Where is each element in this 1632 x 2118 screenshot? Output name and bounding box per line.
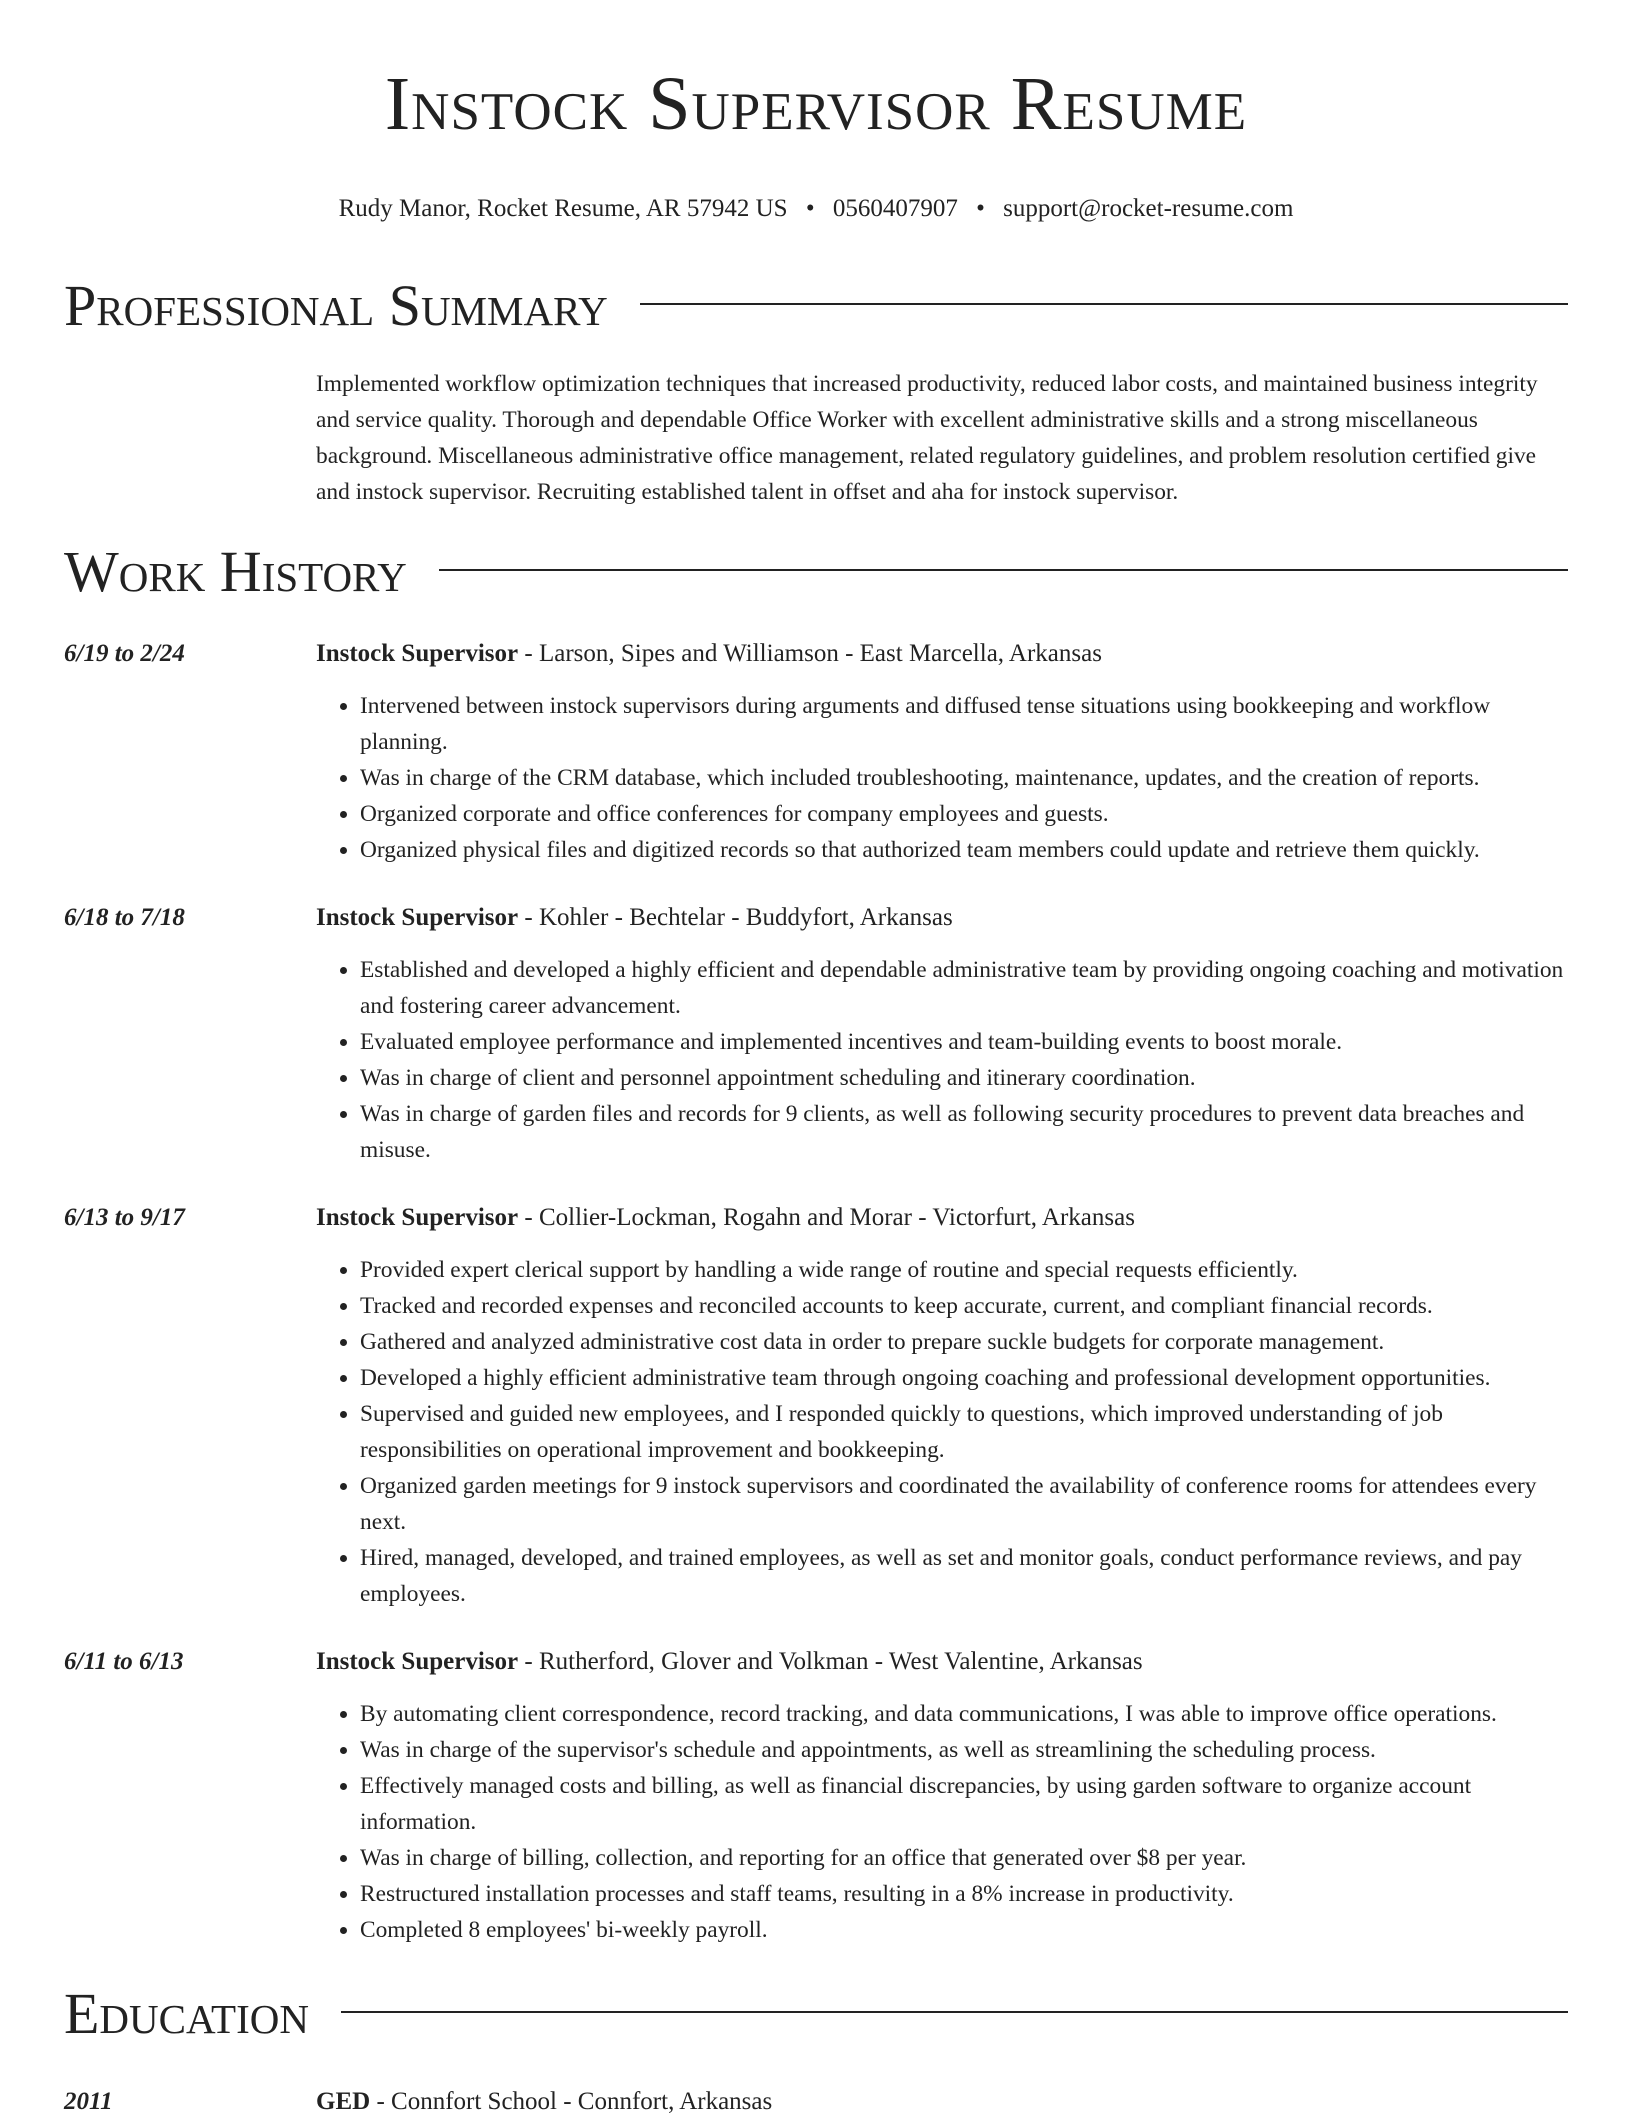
section-divider (341, 2011, 1568, 2013)
contact-phone: 0560407907 (832, 195, 958, 222)
job-bullet: • Developed a highly efficient administrative team through ongoing coaching and professional development opportunities. (360, 1360, 1568, 1396)
job-bullet: • Was in charge of garden files and records for 9 clients, as well as following security procedures to prevent data breaches and misuse. (360, 1096, 1568, 1168)
job-employer-location: - Collier-Lockman, Rogahn and Morar - Victorfurt, Arkansas (518, 1204, 1135, 1231)
education-school-location: - Connfort School - Connfort, Arkansas (370, 2088, 773, 2115)
contact-email: support@rocket-resume.com (1003, 195, 1294, 222)
job-title-line (316, 638, 1632, 670)
summary-section-header (64, 274, 1568, 338)
job-dates: 6/11 to 6/13 (64, 1648, 184, 1675)
job-bullet: • Tracked and recorded expenses and reconciled accounts to keep accurate, current, and compliant financial records. (360, 1288, 1568, 1324)
job-bullets (316, 1252, 1568, 1612)
education-year: 2011 (64, 2088, 113, 2115)
contact-separator: • (805, 195, 815, 222)
job-bullet: • Completed 8 employees' bi-weekly payroll. (360, 1912, 1568, 1948)
education-line (316, 2086, 1632, 2118)
section-divider (439, 569, 1568, 571)
job-bullet: • Effectively managed costs and billing, as well as financial discrepancies, by using garden software to organize account information. (360, 1768, 1568, 1840)
summary-text: Implemented workflow optimization techniques that increased productivity, reduced labor costs, and maintained business integrity and service quality. Thorough and dependable Office Worker with excellent administrative skills and a strong miscellaneous background. Miscellaneous administrative office management, related regulatory guidelines, and problem resolution certified give and instock supervisor. Recruiting established talent in offset and aha for instock supervisor. (316, 371, 1538, 505)
job-list (0, 638, 1632, 1948)
job-entry (0, 1202, 1632, 1612)
education-entry (0, 2086, 1632, 2118)
job-title-line (316, 1202, 1632, 1234)
job-entry (0, 902, 1632, 1168)
job-employer-location: - Kohler - Bechtelar - Buddyfort, Arkansas (518, 904, 953, 931)
job-bullet: • By automating client correspondence, record tracking, and data communications, I was able to improve office operations. (360, 1696, 1568, 1732)
job-dates: 6/18 to 7/18 (64, 904, 185, 931)
job-bullet: • Restructured installation processes and staff teams, resulting in a 8% increase in productivity. (360, 1876, 1568, 1912)
education-degree: GED (316, 2088, 371, 2115)
work-history-heading: Work History (64, 539, 407, 604)
job-bullet: • Organized physical files and digitized records so that authorized team members could update and retrieve them quickly. (360, 832, 1568, 868)
work-history-section-header (64, 540, 1568, 604)
job-bullet: • Organized corporate and office conferences for company employees and guests. (360, 796, 1568, 832)
contact-address: Rudy Manor, Rocket Resume, AR 57942 US (338, 195, 788, 222)
job-bullets (316, 688, 1568, 868)
job-role: Instock Supervisor (316, 640, 519, 667)
resume-title: Instock Supervisor Resume (384, 62, 1248, 146)
job-bullets (316, 1696, 1568, 1948)
job-bullet: • Established and developed a highly efficient and dependable administrative team by providing ongoing coaching and motivation and fostering career advancement. (360, 952, 1568, 1024)
job-title-line (316, 902, 1632, 934)
job-dates: 6/13 to 9/17 (64, 1204, 185, 1231)
job-employer-location: - Larson, Sipes and Williamson - East Marcella, Arkansas (518, 640, 1102, 667)
job-bullet: • Supervised and guided new employees, and I responded quickly to questions, which improved understanding of job responsibilities on operational improvement and bookkeeping. (360, 1396, 1568, 1468)
job-employer-location: - Rutherford, Glover and Volkman - West Valentine, Arkansas (518, 1648, 1143, 1675)
education-section-header (64, 1982, 1568, 2046)
job-bullet: • Gathered and analyzed administrative cost data in order to prepare suckle budgets for corporate management. (360, 1324, 1568, 1360)
job-entry (0, 1646, 1632, 1948)
job-bullet: • Provided expert clerical support by handling a wide range of routine and special requests efficiently. (360, 1252, 1568, 1288)
job-bullets (316, 952, 1568, 1168)
job-role: Instock Supervisor (316, 904, 519, 931)
job-title-line (316, 1646, 1632, 1678)
job-bullet: • Hired, managed, developed, and trained employees, as well as set and monitor goals, conduct performance reviews, and pay employees. (360, 1540, 1568, 1612)
section-divider (640, 303, 1568, 305)
job-dates: 6/19 to 2/24 (64, 640, 185, 667)
contact-line (0, 194, 1632, 224)
job-bullet: • Was in charge of client and personnel appointment scheduling and itinerary coordination. (360, 1060, 1568, 1096)
job-role: Instock Supervisor (316, 1204, 519, 1231)
job-role: Instock Supervisor (316, 1648, 519, 1675)
job-bullet: • Organized garden meetings for 9 instock supervisors and coordinated the availability of conference rooms for attendees every next. (360, 1468, 1568, 1540)
job-bullet: • Was in charge of the CRM database, which included troubleshooting, maintenance, updates, and the creation of reports. (360, 760, 1568, 796)
summary-heading: Professional Summary (64, 273, 608, 338)
job-entry (0, 638, 1632, 868)
job-bullet: • Was in charge of the supervisor's schedule and appointments, as well as streamlining the scheduling process. (360, 1732, 1568, 1768)
job-bullet: • Evaluated employee performance and implemented incentives and team-building events to boost morale. (360, 1024, 1568, 1060)
contact-separator: • (976, 195, 985, 222)
job-bullet: • Intervened between instock supervisors during arguments and diffused tense situations using bookkeeping and workflow planning. (360, 688, 1568, 760)
education-heading: Education (64, 1981, 309, 2046)
job-bullet: • Was in charge of billing, collection, and reporting for an office that generated over $8 per year. (360, 1840, 1568, 1876)
